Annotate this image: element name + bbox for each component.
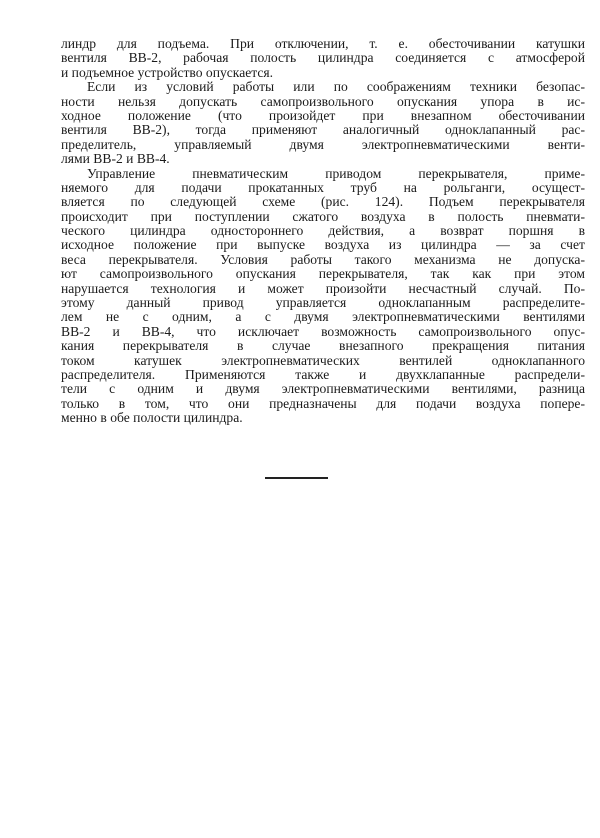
text-line: линдр для подъема. При отключении, т. е. обесточивании катушки xyxy=(61,36,585,51)
text-line: исходное положение при выпуске воздуха из цилиндра — за счет xyxy=(61,237,585,253)
text-line: веса перекрывателя. Условия работы такого механизма не допуска- xyxy=(61,251,585,267)
paragraph xyxy=(61,167,585,426)
text-line: лем не с одним, а с двумя электропневматическими вентилями xyxy=(61,309,585,325)
text-line: Если из условий работы или по соображениям техники безопас- xyxy=(87,79,585,95)
text-line: этому данный привод управляется одноклапанным распределите- xyxy=(61,295,585,311)
page-body xyxy=(61,37,585,426)
text-line: ВВ-2 и ВВ-4, что исключает возможность самопроизвольного опус- xyxy=(61,323,585,339)
text-line: лями ВВ-2 и ВВ-4. xyxy=(61,151,170,167)
text-line: менно в обе полости цилиндра. xyxy=(61,410,243,426)
section-end-rule xyxy=(265,477,328,479)
text-line: нарушается технология и может произойти несчастный случай. По- xyxy=(61,280,585,296)
text-line: ности нельзя допускать самопроизвольного опускания упора в ис- xyxy=(61,93,585,109)
text-line: и подъемное устройство опускается. xyxy=(61,64,274,80)
text-line: тели с одним и двумя электропневматическими вентилями, разница xyxy=(61,381,585,397)
text-line: вентиля ВВ-2), тогда применяют аналогичный одноклапанный рас- xyxy=(61,122,585,138)
text-line: ют самопроизвольного опускания перекрывателя, так как при этом xyxy=(61,266,585,282)
text-line: кания перекрывателя в случае внезапного прекращения питания xyxy=(61,338,585,354)
text-line: вляется по следующей схеме (рис. 124). Подъем перекрывателя xyxy=(61,194,585,210)
text-line: только в том, что они предназначены для подачи воздуха попере- xyxy=(61,395,585,411)
text-line: ческого цилиндра одностороннего действия, а возврат поршня в xyxy=(61,223,585,239)
text-line: ходное положение (что произойдет при внезапном обесточивании xyxy=(61,107,585,123)
text-line: няемого для подачи прокатанных труб на рольганги, осущест- xyxy=(61,179,585,195)
text-line: пределитель, управляемый двумя электропневматическими венти- xyxy=(61,136,585,152)
text-line: Управление пневматическим приводом перекрывателя, приме- xyxy=(87,165,585,181)
text-line: вентиля ВВ-2, рабочая полость цилиндра соединяется с атмосферой xyxy=(61,50,585,66)
text-line: распределителя. Применяются также и двухклапанные распредели- xyxy=(61,366,585,382)
paragraph xyxy=(61,80,585,166)
text-line: происходит при поступлении сжатого воздуха в полость пневмати- xyxy=(61,208,585,224)
text-line: током катушек электропневматических вентилей одноклапанного xyxy=(61,352,585,368)
paragraph xyxy=(61,37,585,80)
